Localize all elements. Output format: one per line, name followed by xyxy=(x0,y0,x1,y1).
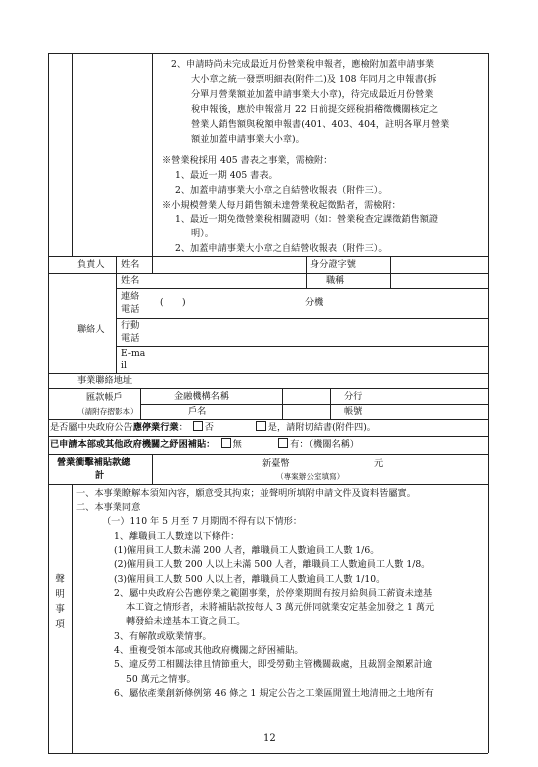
bank-account-note: （請附存摺影本） xyxy=(77,407,138,416)
closure-question-bold: 應停業行業 xyxy=(132,422,179,433)
col-line xyxy=(390,273,391,288)
email-label: il xyxy=(121,360,127,371)
branch-label: 分行 xyxy=(344,391,363,402)
row-line xyxy=(48,454,488,455)
note405-title: ※營業稅採用 405 書表之事業，需檢附： xyxy=(162,155,333,166)
item2-line: 稅申報後，應於申報當月 22 日前提交經稅捐稽徵機關核定之 xyxy=(191,104,439,115)
declaration-line: (1)僱用員工人數未滿 200 人者，離職員工人數逾員工人數 1/6。 xyxy=(114,545,380,556)
item2-line: 2、申請時尚未完成最近月份營業稅申報者，應檢附加蓋申請事業 xyxy=(171,59,435,70)
id-number-label: 身分證字號 xyxy=(310,259,356,270)
closure-yes-checkbox[interactable] xyxy=(256,421,266,431)
address-label: 事業聯絡地址 xyxy=(77,375,133,386)
table-top-border xyxy=(48,53,488,54)
row-line xyxy=(48,273,488,274)
col-line xyxy=(390,256,391,273)
note405-item: 1、最近一期 405 書表。 xyxy=(175,170,278,181)
note-small-title: ※小規模營業人每月銷售額未達營業稅起徵點者，需檢附： xyxy=(162,200,401,211)
col-line xyxy=(152,256,153,273)
note405-item: 2、加蓋申請事業大小章之自結營收報表（附件三）。 xyxy=(175,185,388,196)
top-divider-1 xyxy=(72,53,73,256)
email-label: E-ma xyxy=(121,348,146,359)
page-number: 12 xyxy=(263,733,276,744)
declaration-line: 3、有解散或歇業情事。 xyxy=(114,631,212,642)
relief-no-label: 無 xyxy=(232,439,242,450)
closure-question-post: ： xyxy=(178,422,188,433)
phone-label: 連絡 xyxy=(121,291,140,302)
closure-question xyxy=(50,421,376,434)
col-line xyxy=(140,388,141,419)
col-line xyxy=(116,256,117,373)
closure-no-checkbox[interactable] xyxy=(193,421,203,431)
relief-question-text: 已申請本部或其他政府機關之紓困補貼： xyxy=(50,439,216,450)
declaration-line: (2)僱用員工人數 200 人以上未滿 500 人者，離職員工人數逾員工人數 1/8。 xyxy=(114,559,431,570)
col-line xyxy=(330,388,331,419)
account-name-label: 戶名 xyxy=(188,406,207,417)
declaration-line: 4、重複受領本部或其他政府機關之紓困補貼。 xyxy=(114,645,304,656)
relief-yes-label: 有：（機關名稱） xyxy=(290,439,360,450)
table-right-border xyxy=(488,53,489,753)
row-line xyxy=(48,388,488,389)
item2-line: 營業人銷售額與稅額申報書(401、403、404，註明各單月營業 xyxy=(191,119,450,130)
account-number-label: 帳號 xyxy=(344,406,363,417)
contact-name-label: 姓名 xyxy=(121,275,140,286)
col-line xyxy=(306,256,307,273)
col-line xyxy=(306,273,307,288)
declaration-line: (3)僱用員工人數 500 人以上者，離職員工人數逾員工人數 1/10。 xyxy=(114,574,386,585)
item2-line: 分單月營業額並加蓋申請事業大小章)，待完成最近月份營業 xyxy=(191,89,434,100)
row-line xyxy=(116,346,488,347)
top-divider-2 xyxy=(152,53,153,256)
declaration-label-text: 聲明事項 xyxy=(55,574,65,630)
table-left-border xyxy=(48,53,49,753)
table-bottom-border xyxy=(48,753,488,754)
col-line xyxy=(72,484,73,753)
declaration-line: （一）110 年 5 月至 7 月期間不得有以下情形： xyxy=(102,516,303,527)
item2-line: 額並加蓋申請事業大小章)。 xyxy=(191,134,305,145)
declaration-line: 1、離職員工人數達以下條件： xyxy=(114,531,240,542)
declaration-line: 一、本事業瞭解本須知內容，願意受其拘束；並聲明所填附申請文件及資料皆屬實。 xyxy=(76,488,416,499)
total-unit: 元 xyxy=(374,458,384,469)
total-label: 營業衝擊補貼款總 xyxy=(57,457,131,468)
relief-yes-checkbox[interactable] xyxy=(278,438,288,448)
job-title-label: 職稱 xyxy=(326,275,345,286)
relief-question xyxy=(50,438,359,451)
extension-label: 分機 xyxy=(305,297,324,308)
total-note: （專案辦公室填寫） xyxy=(276,472,345,481)
note-small-item: 2、加蓋申請事業大小章之自結營收報表（附件三）。 xyxy=(175,243,388,254)
closure-no-label: 否 xyxy=(204,422,214,433)
area-code-paren: ( ) xyxy=(160,297,186,308)
note-small-item: 明）。 xyxy=(191,228,214,239)
total-label-2: 計 xyxy=(95,470,105,481)
mobile-label: 行動 xyxy=(121,320,140,331)
declaration-line: 50 萬元之情事。 xyxy=(126,674,196,685)
row-line xyxy=(116,288,488,289)
responsible-label: 負責人 xyxy=(77,259,105,270)
phone-label: 電話 xyxy=(121,304,140,315)
row-line xyxy=(116,318,488,319)
relief-no-checkbox[interactable] xyxy=(221,438,231,448)
note-small-item: 1、最近一期免徵營業稅相關證明（如：營業稅查定課徵銷售額證 xyxy=(175,214,439,225)
declaration-line: 轉發給未達基本工資之員工。 xyxy=(126,616,246,627)
mobile-label: 電話 xyxy=(121,333,140,344)
declaration-line: 2、屬中央政府公告應停業之範圍事業，於停業期間有按月給與員工薪資未達基 xyxy=(114,588,433,599)
closure-yes-label: 是，請附切結書(附件四)。 xyxy=(267,422,376,433)
col-line xyxy=(282,388,283,419)
declaration-line: 本工資之情形者，未將補貼款按每人 3 萬元併同就業安定基金加發之 1 萬元 xyxy=(126,602,435,613)
item2-line: 大小章之統一發票明細表(附件二)及 108 年同月之申報書(拆 xyxy=(191,74,437,85)
total-currency: 新臺幣 xyxy=(262,458,290,469)
row-line xyxy=(48,256,488,257)
contact-person-label: 聯絡人 xyxy=(77,324,105,335)
row-line xyxy=(48,436,488,437)
declaration-label xyxy=(53,572,67,632)
declaration-line: 二、本事業同意 xyxy=(76,502,141,513)
closure-question-pre: 是否屬中央政府公告 xyxy=(50,422,133,433)
bank-name-label: 金融機構名稱 xyxy=(174,391,230,402)
name-label: 姓名 xyxy=(121,259,140,270)
row-line xyxy=(48,419,488,420)
declaration-line: 6、屬依產業創新條例第 46 條之 1 規定公告之工業區閒置土地清冊之土地所有 xyxy=(114,688,434,699)
row-line xyxy=(48,484,488,485)
declaration-line: 5、違反勞工相關法律且情節重大，即受勞動主管機關裁處，且裁罰金額累計逾 xyxy=(114,659,433,670)
bank-account-label: 匯款帳戶 xyxy=(86,392,123,403)
col-line xyxy=(152,454,153,484)
